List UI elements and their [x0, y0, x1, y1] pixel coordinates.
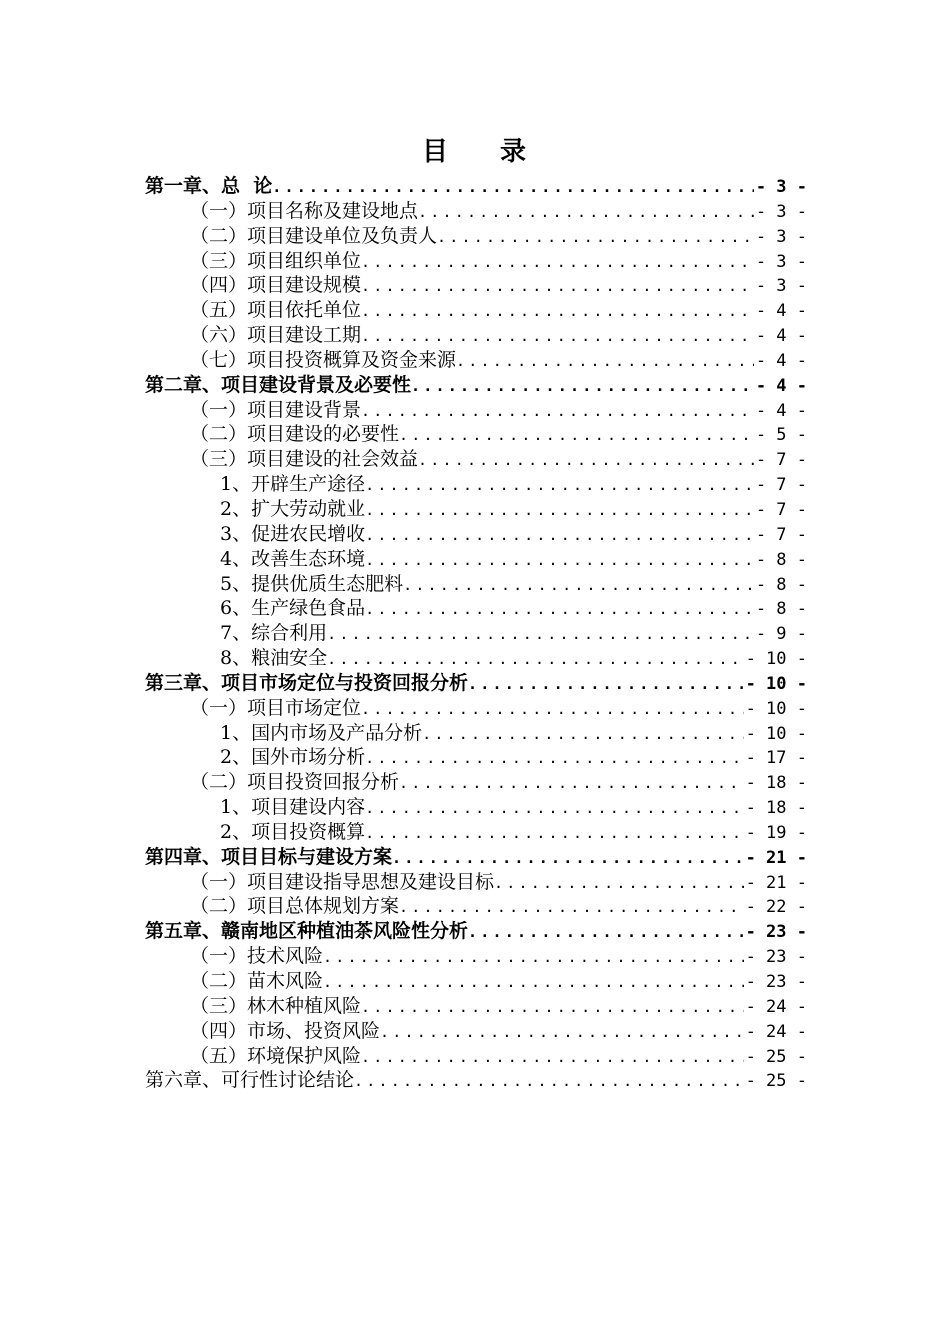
toc-dot-leader [399, 771, 744, 795]
toc-dot-leader [418, 200, 754, 224]
toc-section-entry[interactable] [145, 547, 807, 572]
toc-entry-label: 4、改善生态环境 [220, 547, 366, 570]
toc-section-entry[interactable] [145, 969, 807, 994]
toc-chapter-entry[interactable] [145, 845, 807, 870]
toc-entry-label: 3、促进农民增收 [220, 522, 366, 545]
toc-dot-leader [365, 796, 743, 820]
toc-entry-label: 7、综合利用 [220, 622, 328, 645]
toc-entry-label: （七）项目投资概算及资金来源 [190, 348, 457, 371]
toc-dot-leader [422, 722, 743, 746]
toc-section-entry[interactable] [145, 522, 807, 547]
toc-entry-label: （三）林木种植风险 [190, 994, 362, 1017]
toc-page-number: - 3 - [755, 226, 807, 247]
toc-page-number: - 24 - [745, 1021, 807, 1042]
toc-page-number: - 10 - [745, 723, 807, 744]
toc-entry-label: 第四章、项目目标与建设方案 [145, 845, 393, 868]
toc-entry-label: 1、项目建设内容 [220, 796, 366, 819]
toc-page-number: - 21 - [745, 847, 807, 868]
toc-chapter-entry[interactable] [145, 919, 807, 944]
toc-page-number: - 18 - [745, 773, 807, 794]
toc-entry-label: 2、项目投资概算 [220, 820, 366, 843]
toc-section-entry[interactable] [145, 944, 807, 969]
toc-dot-leader [361, 399, 754, 423]
toc-dot-leader [361, 995, 744, 1019]
toc-dot-leader [327, 622, 754, 646]
toc-section-entry[interactable] [145, 298, 807, 323]
toc-dot-leader [365, 746, 743, 770]
toc-entry-label: 1、开辟生产途径 [220, 473, 366, 496]
title-part-1: 目 [421, 137, 450, 167]
toc-section-entry[interactable] [145, 1044, 807, 1069]
toc-page-number: - 21 - [745, 872, 807, 893]
toc-dot-leader [365, 523, 754, 547]
toc-dot-leader [494, 871, 744, 895]
toc-entry-label: 第三章、项目市场定位与投资回报分析 [145, 671, 469, 694]
toc-page-number: - 4 - [755, 326, 807, 347]
toc-page-number: - 3 - [755, 201, 807, 222]
toc-section-entry[interactable] [145, 596, 807, 621]
toc-entry-label: （二）项目建设单位及负责人 [190, 224, 438, 247]
toc-page-number: - 7 - [755, 450, 807, 471]
toc-page-number: - 17 - [745, 748, 807, 769]
toc-entry-label: （一）项目建设指导思想及建设目标 [190, 870, 495, 893]
toc-section-entry[interactable] [145, 621, 807, 646]
toc-chapter-entry[interactable] [145, 174, 807, 199]
toc-page-number: - 23 - [745, 947, 807, 968]
toc-page-number: - 25 - [745, 1071, 807, 1092]
toc-dot-leader [418, 448, 754, 472]
toc-section-entry[interactable] [145, 273, 807, 298]
toc-dot-leader [327, 647, 743, 671]
toc-section-entry[interactable] [145, 870, 807, 895]
toc-page-number: - 3 - [755, 251, 807, 272]
toc-dot-leader [380, 1020, 744, 1044]
toc-dot-leader [456, 349, 754, 373]
toc-section-entry[interactable] [145, 721, 807, 746]
toc-page-number: - 19 - [745, 822, 807, 843]
toc-entry-label: （五）环境保护风险 [190, 1044, 362, 1067]
toc-dot-leader [323, 945, 744, 969]
toc-page-number: - 10 - [745, 649, 807, 670]
toc-page-number: - 8 - [755, 549, 807, 570]
toc-page-number: - 3 - [755, 276, 807, 297]
toc-section-entry[interactable] [145, 422, 807, 447]
toc-dot-leader [411, 374, 754, 398]
toc-page-number: - 7 - [755, 475, 807, 496]
toc-page-number: - 9 - [755, 624, 807, 645]
toc-entry-label: 1、国内市场及产品分析 [220, 721, 423, 744]
toc-page-number: - 5 - [755, 425, 807, 446]
toc-page-number: - 8 - [755, 574, 807, 595]
toc-page-number: - 22 - [745, 897, 807, 918]
toc-entry-label: 第二章、项目建设背景及必要性 [145, 373, 412, 396]
toc-section-entry[interactable] [145, 472, 807, 497]
toc-entry-label: （五）项目依托单位 [190, 299, 362, 322]
toc-section-entry[interactable] [145, 348, 807, 373]
toc-page-number: - 7 - [755, 524, 807, 545]
toc-section-entry[interactable] [145, 1019, 807, 1044]
toc-dot-leader [365, 498, 754, 522]
toc-dot-leader [437, 225, 754, 249]
toc-dot-leader [361, 250, 754, 274]
toc-page-number: - 24 - [745, 996, 807, 1017]
toc-entry-label: （二）项目总体规划方案 [190, 895, 400, 918]
toc-section-entry[interactable] [145, 994, 807, 1019]
toc-entry-label: 2、扩大劳动就业 [220, 497, 366, 520]
toc-entry-label: （六）项目建设工期 [190, 324, 362, 347]
title-part-2: 录 [500, 137, 529, 167]
toc-dot-leader [468, 672, 744, 696]
toc-page-number: - 23 - [745, 972, 807, 992]
toc-page-number: - 4 - [755, 375, 807, 396]
toc-section-entry[interactable] [145, 745, 807, 770]
toc-section-entry[interactable] [145, 894, 807, 919]
page-title [0, 131, 950, 168]
toc-entry-label: （一）项目市场定位 [190, 696, 362, 719]
toc-entry-label: （四）市场、投资风险 [190, 1019, 381, 1042]
toc-section-entry[interactable] [145, 323, 807, 348]
toc-chapter-entry[interactable] [145, 671, 807, 696]
toc-page-number: - 8 - [755, 599, 807, 620]
toc-section-entry[interactable] [145, 224, 807, 249]
toc-page-number: - 7 - [755, 499, 807, 520]
toc-dot-leader [365, 597, 754, 621]
toc-entry-label: （一）技术风险 [190, 945, 324, 968]
toc-chapter-entry[interactable] [145, 1068, 807, 1093]
toc-page-number: - 18 - [745, 798, 807, 819]
toc-entry-label: （二）项目建设的必要性 [190, 423, 400, 446]
toc-dot-leader [354, 1069, 744, 1093]
toc-dot-leader [361, 274, 754, 298]
toc-entry-label: （三）项目建设的社会效益 [190, 448, 419, 471]
toc-chapter-entry[interactable] [145, 373, 807, 398]
toc-page-number: - 25 - [745, 1046, 807, 1067]
toc-entry-label: （三）项目组织单位 [190, 249, 362, 272]
toc-entry-label: （一）项目建设背景 [190, 398, 362, 421]
toc-dot-leader [392, 846, 744, 870]
toc-section-entry[interactable] [145, 497, 807, 522]
toc-page-number: - 4 - [755, 301, 807, 322]
toc-section-entry[interactable] [145, 696, 807, 721]
toc-dot-leader [468, 920, 744, 944]
toc-entry-label: 2、国外市场分析 [220, 746, 366, 769]
toc-entry-label: （一）项目名称及建设地点 [190, 199, 419, 222]
toc-dot-leader [399, 895, 744, 919]
toc-page-number: - 4 - [755, 350, 807, 371]
toc-page-number: - 10 - [745, 698, 807, 719]
toc-page-number: - 3 - [755, 177, 807, 197]
toc-section-entry[interactable] [145, 249, 807, 274]
toc-entry-label: 第六章、可行性讨论结论 [145, 1069, 355, 1092]
toc-entry-label: 5、提供优质生态肥料 [220, 572, 404, 595]
toc-dot-leader [365, 473, 754, 497]
toc-entry-label: （二）项目投资回报分析 [190, 771, 400, 794]
toc-section-entry[interactable] [145, 199, 807, 224]
toc-page-number: - 10 - [745, 673, 807, 694]
toc-entry-label: （二）苗木风险 [190, 970, 324, 992]
toc-page-number: - 4 - [755, 400, 807, 421]
toc-section-entry[interactable] [145, 795, 807, 820]
table-of-contents [145, 174, 807, 1093]
toc-dot-leader [361, 1045, 744, 1069]
toc-entry-label: 第一章、总 论 [145, 175, 273, 197]
toc-entry-label: 8、粮油安全 [220, 647, 328, 670]
toc-section-entry[interactable] [145, 770, 807, 795]
toc-entry-label: 6、生产绿色食品 [220, 597, 366, 620]
toc-section-entry[interactable] [145, 646, 807, 671]
toc-dot-leader [365, 548, 754, 572]
toc-dot-leader [361, 299, 754, 323]
toc-dot-leader [361, 697, 744, 721]
toc-section-entry[interactable] [145, 447, 807, 472]
toc-entry-label: 第五章、赣南地区种植油茶风险性分析 [145, 920, 469, 943]
toc-section-entry[interactable] [145, 398, 807, 423]
toc-dot-leader [403, 573, 754, 597]
toc-dot-leader [272, 175, 754, 199]
toc-page-number: - 23 - [745, 922, 807, 943]
toc-section-entry[interactable] [145, 572, 807, 597]
toc-dot-leader [365, 821, 743, 845]
toc-dot-leader [323, 970, 744, 994]
toc-dot-leader [399, 423, 754, 447]
toc-section-entry[interactable] [145, 820, 807, 845]
toc-dot-leader [361, 324, 754, 348]
toc-entry-label: （四）项目建设规模 [190, 274, 362, 297]
